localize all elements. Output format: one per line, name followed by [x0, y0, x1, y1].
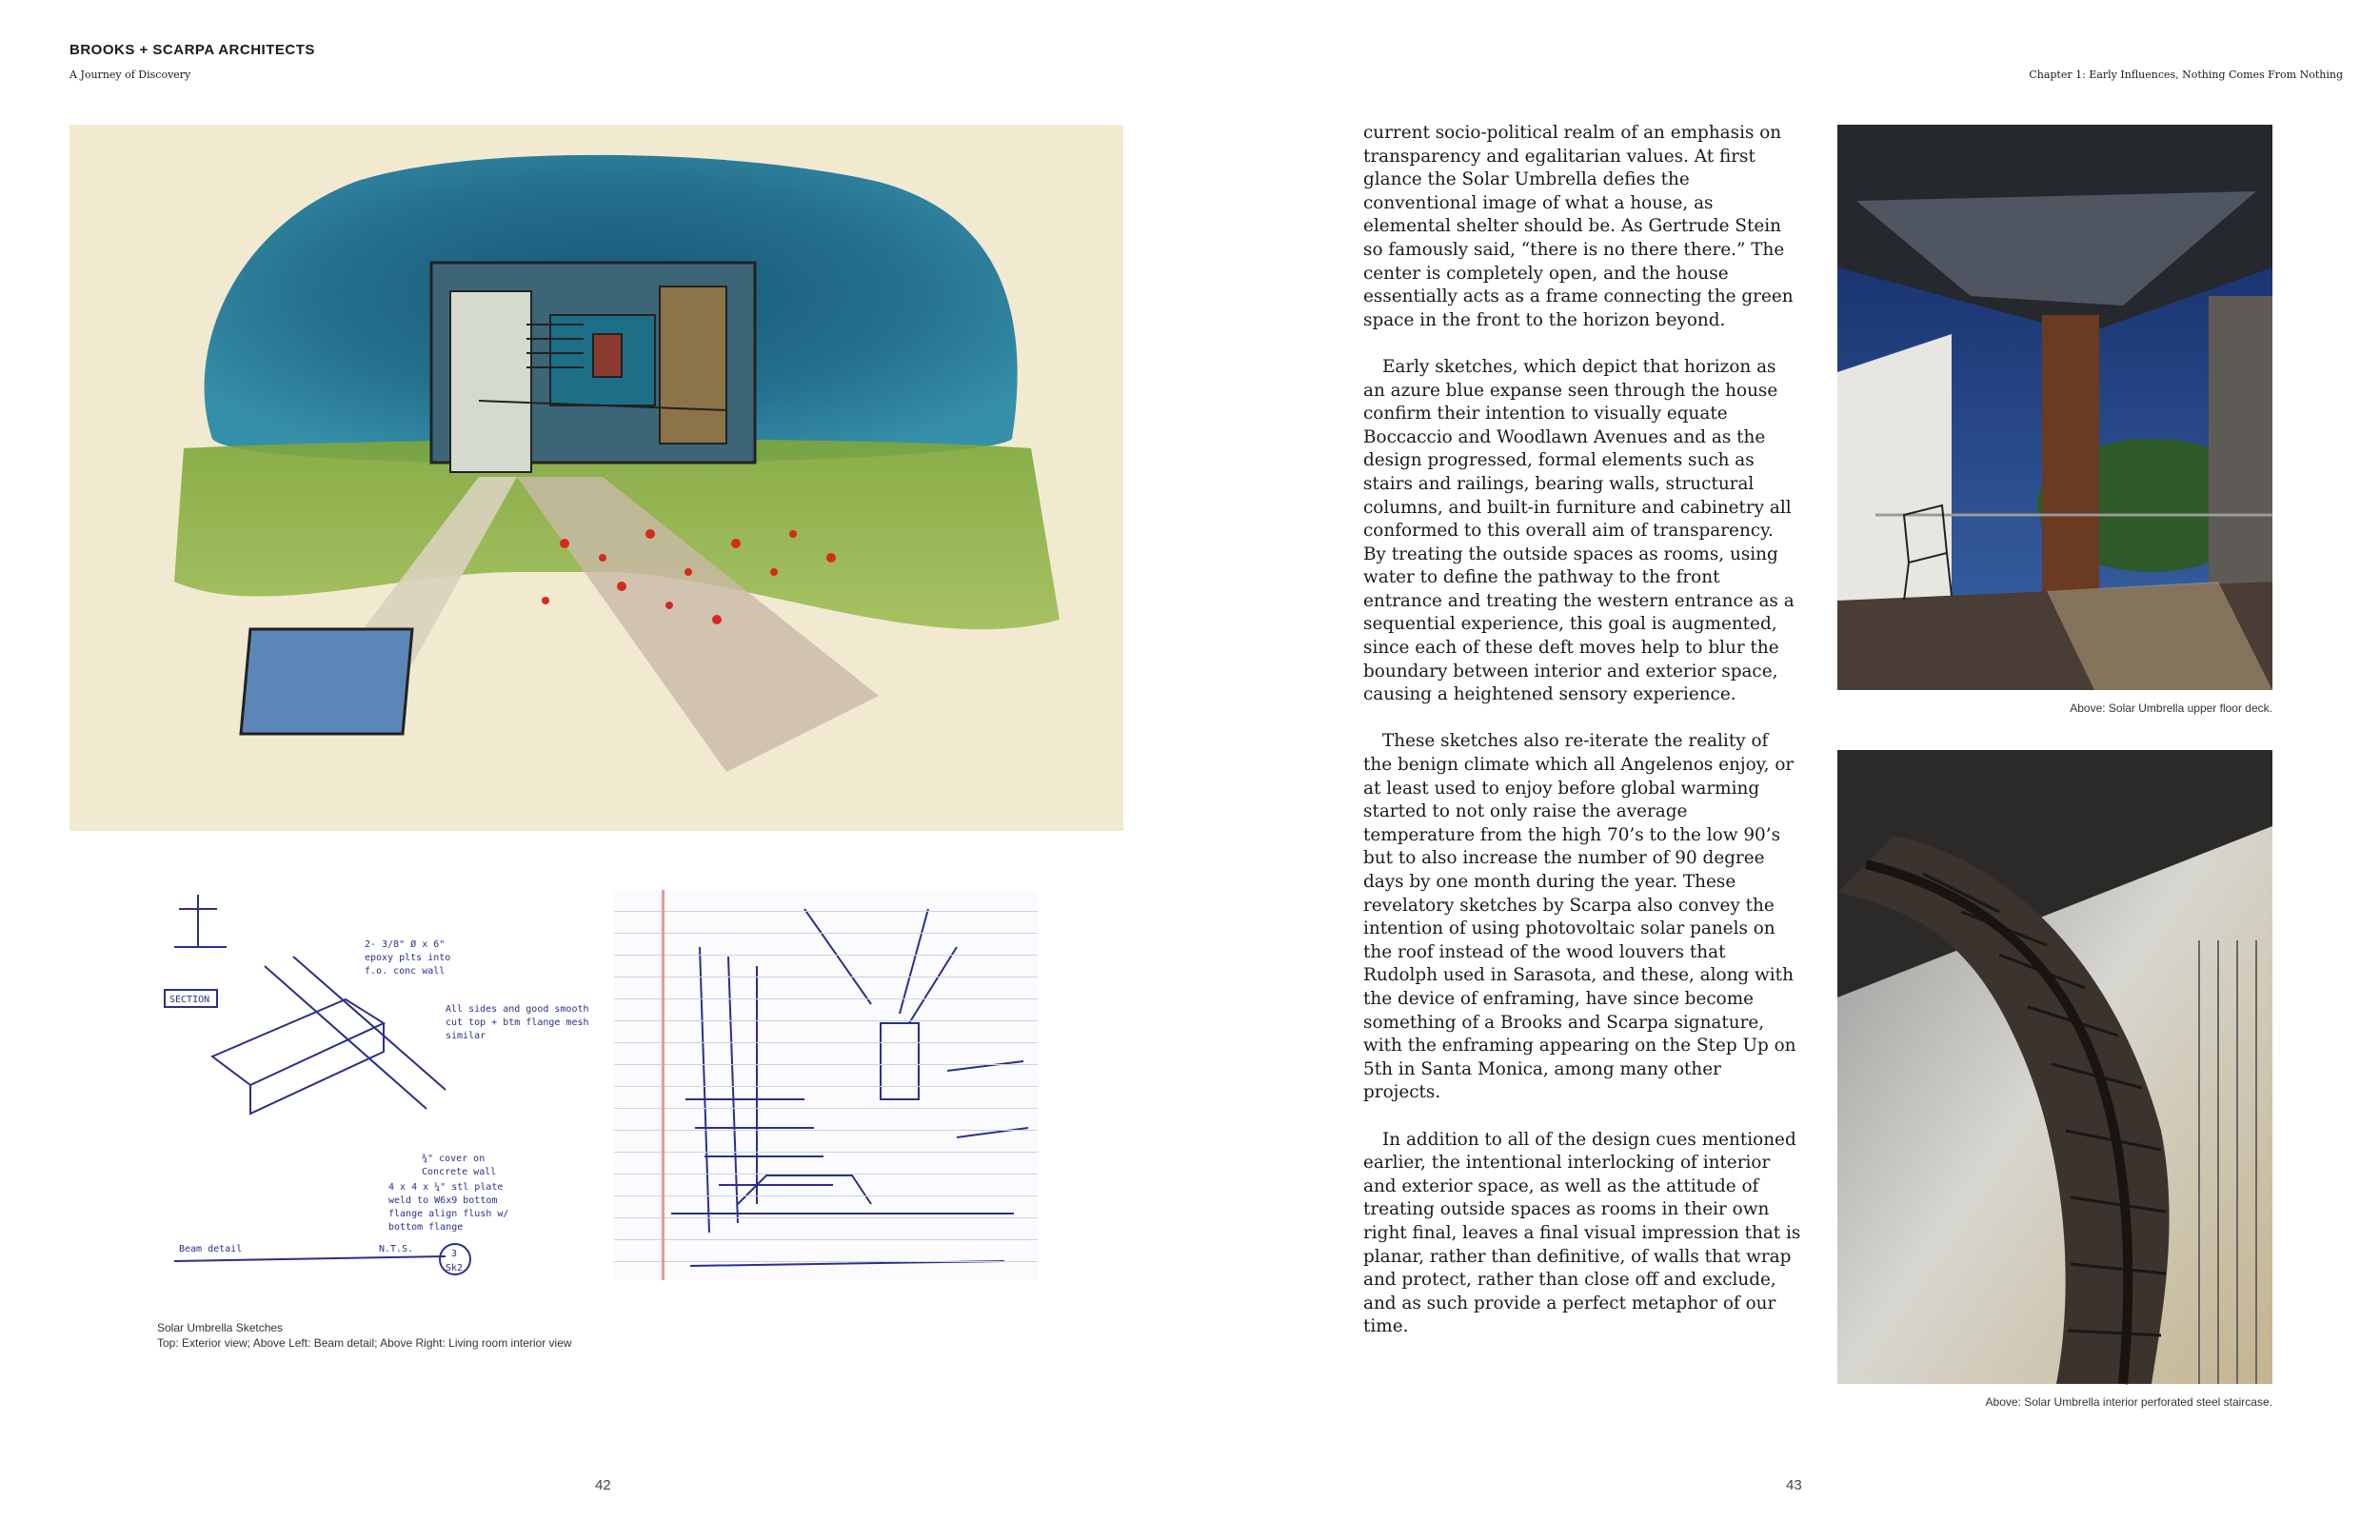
sketch-note: similar	[446, 1031, 486, 1041]
watercolor-illustration	[69, 125, 1123, 831]
upper-floor-deck-photo	[1837, 125, 2272, 690]
paragraph: These sketches also re-iterate the reality of the benign climate which all Angelenos enjoy, or at least used to enjoy before global warming started to not only raise the average temperature from the high 70’s to the low 90’s but to also increase the number of 90 degree days by one month during the year. These revelatory sketches by Scarpa also convey the intention of using photovoltaic solar panels on the roof instead of the wood louvers that Rudolph used in Sarasota, and these, along with the device of enframing, have since become something of a Brooks and Scarpa signature, with the enframing appearing on the Step Up on 5th in Santa Monica, among many other projects.	[1363, 731, 1796, 1103]
left-caption-detail: Top: Exterior view; Above Left: Beam detail; Above Right: Living room interior view	[157, 1336, 572, 1350]
sketch-note: 4 x 4 x ¼" stl plate	[388, 1182, 504, 1193]
left-caption-title: Solar Umbrella Sketches	[157, 1321, 284, 1334]
sketch-note: All sides and good smooth	[446, 1004, 589, 1015]
sketch-note: epoxy plts into	[365, 953, 451, 963]
exterior-watercolor-sketch	[69, 125, 1123, 831]
deck-photo-image	[1837, 125, 2272, 690]
sketch-note: SECTION	[169, 995, 210, 1005]
page-number-left: 42	[595, 1477, 611, 1493]
article-body	[1363, 122, 1801, 1362]
paragraph: Early sketches, which depict that horizon as an azure blue expanse seen through the house confirm their intention to visually equate Boccaccio and Woodlawn Avenues and as the design progressed, formal elements such as stairs and railings, bearing walls, structural columns, and built-in furniture and cabinetry all conformed to this overall aim of transparency. By treating the outside spaces as rooms, using water to define the pathway to the front entrance and treating the western entrance as a sequential experience, this goal is augmented, since each of these deft moves help to blur the boundary between interior and exterior space, causing a heightened sensory experience.	[1363, 356, 1795, 705]
sketch-note: weld to W6x9 bottom	[388, 1195, 498, 1206]
deck-photo-caption: Above: Solar Umbrella upper floor deck.	[2070, 701, 2272, 715]
paragraph: In addition to all of the design cues mentioned earlier, the intentional interlocking of interior and exterior space, as well as the attitude of treating outside spaces as rooms in their own right final, leaves a final visual impression that is planar, rather than definitive, of walls that wrap and protect, rather than close off and exclude, and as such provide a perfect metaphor of our time.	[1363, 1129, 1801, 1337]
beam-detail-sketch	[160, 890, 589, 1280]
living-room-interior-sketch	[614, 890, 1038, 1280]
left-caption	[157, 1320, 572, 1351]
sketch-note: Concrete wall	[422, 1167, 497, 1177]
ruled-paper-margin	[662, 890, 664, 1280]
sketch-note: Sk2	[446, 1263, 464, 1273]
sketch-note: flange align flush w/	[388, 1209, 509, 1219]
sketch-note: Beam detail	[179, 1244, 243, 1254]
paragraph: current socio-political realm of an emphasis on transparency and egalitarian values. At first glance the Solar Umbrella defies the conventional image of what a house, as elemental shelter should be. As Gertrude Stein so famously said, “there is no there there.” The center is completely open, and the house essentially acts as a frame connecting the green space in the front to the horizon beyond.	[1363, 123, 1794, 330]
staircase-photo-image	[1837, 750, 2272, 1384]
sketch-note: f.o. conc wall	[365, 966, 446, 977]
sketch-note: cut top + btm flange mesh	[446, 1017, 589, 1028]
staircase-photo-caption: Above: Solar Umbrella interior perforated steel staircase.	[1985, 1395, 2272, 1409]
chapter-title: Chapter 1: Early Influences, Nothing Comes From Nothing	[2029, 69, 2343, 81]
perforated-steel-staircase-photo	[1837, 750, 2272, 1384]
sketch-note: ¾" cover on	[422, 1154, 486, 1164]
book-subtitle: A Journey of Discovery	[69, 69, 191, 81]
sketch-note: 2- 3/8" Ø x 6"	[365, 939, 446, 950]
sketch-note: bottom flange	[388, 1222, 464, 1233]
sketch-note: 3	[451, 1249, 458, 1259]
beam-detail-drawing	[160, 890, 589, 1280]
page-number-right: 43	[1786, 1477, 1802, 1493]
sketch-note: N.T.S.	[379, 1244, 414, 1254]
ruled-paper-lines	[614, 890, 1038, 1280]
book-title: BROOKS + SCARPA ARCHITECTS	[69, 42, 315, 58]
